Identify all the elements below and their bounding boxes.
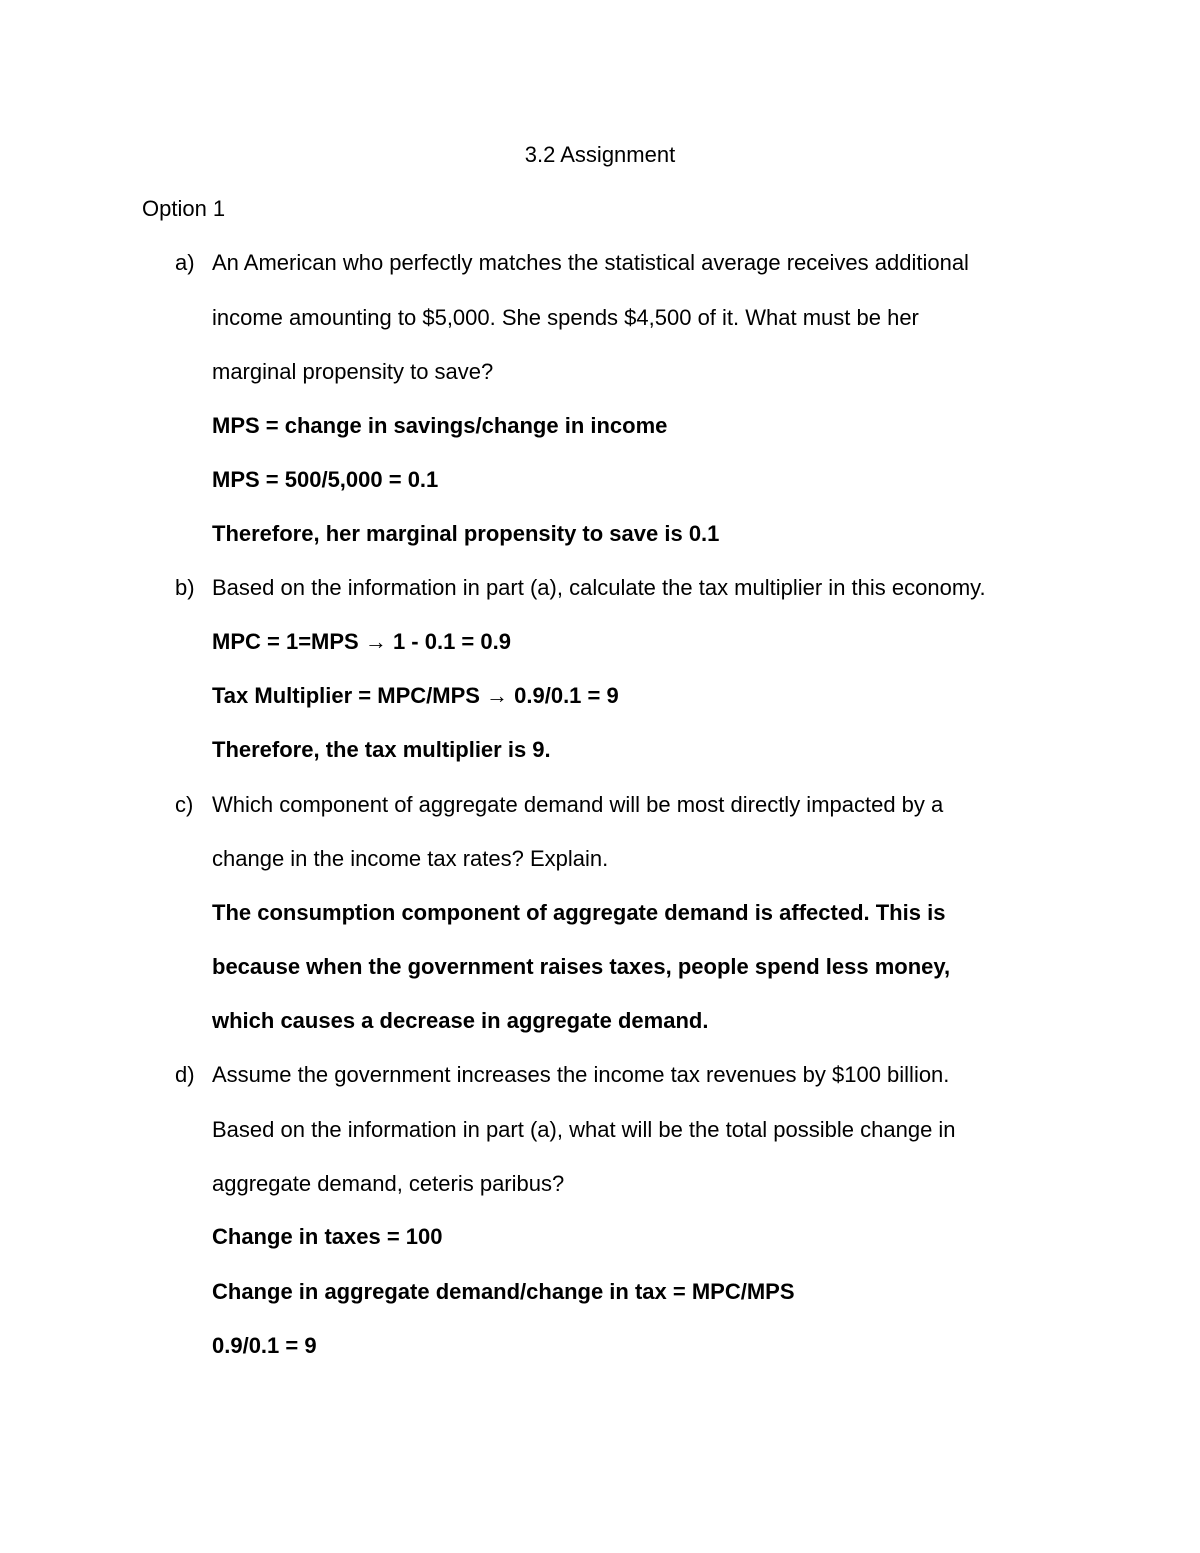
- question-text-line: Assume the government increases the income tax revenues by $100 billion.: [212, 1062, 950, 1087]
- question-marker: b): [175, 575, 195, 600]
- question-text-line: Based on the information in part (a), calculate the tax multiplier in this economy.: [212, 575, 986, 600]
- question-marker: d): [175, 1062, 195, 1087]
- question-marker: a): [175, 250, 195, 275]
- question-text-line: Which component of aggregate demand will be most directly impacted by a: [212, 792, 944, 817]
- question-text-line: income amounting to $5,000. She spends $4,500 of it. What must be her: [212, 305, 919, 330]
- question-text-line: change in the income tax rates? Explain.: [212, 846, 609, 871]
- answer-line: The consumption component of aggregate demand is affected. This is: [212, 900, 946, 925]
- answer-line: MPS = 500/5,000 = 0.1: [212, 467, 439, 492]
- question-text-line: aggregate demand, ceteris paribus?: [212, 1171, 565, 1196]
- answer-line: Change in taxes = 100: [212, 1224, 443, 1249]
- answer-line: 0.9/0.1 = 9: [212, 1333, 317, 1358]
- question-text-line: An American who perfectly matches the statistical average receives additional: [212, 250, 969, 275]
- answer-line: Tax Multiplier = MPC/MPS → 0.9/0.1 = 9: [212, 683, 619, 708]
- answer-line: MPS = change in savings/change in income: [212, 413, 668, 438]
- question-text-line: marginal propensity to save?: [212, 359, 494, 384]
- option-heading: Option 1: [142, 196, 226, 221]
- question-text-line: Based on the information in part (a), what will be the total possible change in: [212, 1117, 956, 1142]
- answer-line: Therefore, her marginal propensity to save is 0.1: [212, 521, 720, 546]
- document-title: 3.2 Assignment: [524, 142, 676, 167]
- answer-line: Change in aggregate demand/change in tax = MPC/MPS: [212, 1279, 795, 1304]
- answer-line: MPC = 1=MPS → 1 - 0.1 = 0.9: [212, 629, 511, 654]
- question-marker: c): [175, 792, 194, 817]
- answer-line: because when the government raises taxes, people spend less money,: [212, 954, 951, 979]
- answer-line: Therefore, the tax multiplier is 9.: [212, 737, 551, 762]
- answer-line: which causes a decrease in aggregate demand.: [212, 1008, 709, 1033]
